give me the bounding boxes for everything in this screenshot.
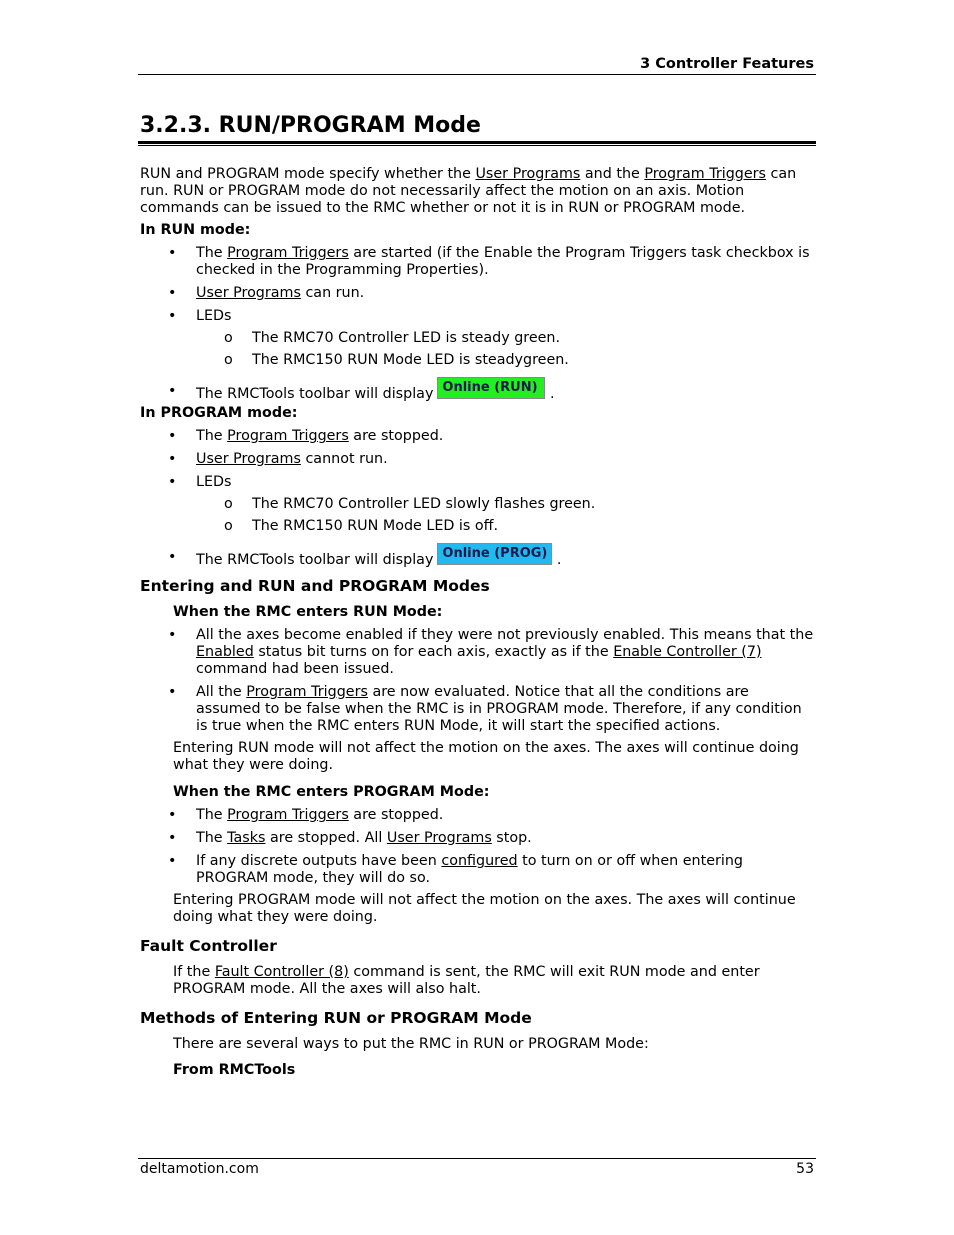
bullet-icon: • [168,428,177,444]
user-programs-link[interactable]: User Programs [196,451,301,467]
item-text: The [196,807,228,823]
section-title: 3.2.3. RUN/PROGRAM Mode [140,113,481,138]
item-text: . [556,552,562,568]
program-triggers-link[interactable]: Program Triggers [227,428,349,444]
intro-paragraph [140,166,816,217]
header-rule [138,74,816,75]
item-text: LEDs [196,474,232,490]
tasks-link[interactable]: Tasks [227,830,266,846]
footer-rule [138,1158,816,1159]
item-text: The RMC70 Controller LED slowly flashes green. [252,496,596,512]
program-triggers-link[interactable]: Program Triggers [227,245,349,261]
item-text: If any discrete outputs have been [196,853,442,869]
fault-paragraph [173,964,816,998]
program-triggers-link[interactable]: Program Triggers [227,807,349,823]
enter-prog-heading: When the RMC enters PROGRAM Mode: [173,784,490,800]
bullet-icon: • [168,383,177,399]
item-text: The [196,245,228,261]
bullet-icon: • [168,807,177,823]
methods-paragraph: There are several ways to put the RMC in RUN or PROGRAM Mode: [173,1036,649,1052]
bullet-icon: • [168,627,177,643]
item-text: are now evaluated. Notice that all the conditions are assumed to be false when the RMC is in PROGRAM mode. Therefore, if any condition is true when the RMC enters RUN Mode, it will start the specified actions. [196,684,802,734]
bullet-icon: • [168,285,177,301]
from-rmctools-heading: From RMCTools [173,1062,296,1078]
bullet-icon: • [168,830,177,846]
item-text: stop. [491,830,532,846]
item-text: to turn on or off when entering PROGRAM mode, they will do so. [196,853,743,886]
chapter-label: 3 Controller Features [640,56,814,72]
user-programs-link[interactable]: User Programs [196,285,301,301]
item-text: The RMCTools toolbar will display [196,552,434,568]
intro-text: can run. RUN or PROGRAM mode do not necessarily affect the motion on an axis. Motion commands can be issued to the RMC whether or not it is in RUN or PROGRAM mode. [140,166,797,216]
item-text: The RMC70 Controller LED is steady green. [252,330,561,346]
user-programs-link[interactable]: User Programs [386,830,492,846]
item-text: status bit turns on for each axis, exactly as if the [253,644,614,660]
run-mode-heading: In RUN mode: [140,222,251,238]
fault-text: If the [173,964,215,980]
circle-bullet-icon: o [224,518,233,534]
fault-heading: Fault Controller [140,937,277,955]
item-text: can run. [300,285,365,301]
item-text: command had been issued. [196,661,394,677]
title-rule-thin [138,145,816,146]
methods-heading: Methods of Entering RUN or PROGRAM Mode [140,1009,532,1027]
enabled-link[interactable]: Enabled [196,644,254,660]
enter-run-heading: When the RMC enters RUN Mode: [173,604,443,620]
item-text: are stopped. All [265,830,387,846]
item-text: LEDs [196,308,232,324]
program-triggers-link[interactable]: Program Triggers [644,166,766,182]
item-text: The RMC150 RUN Mode LED is steadygreen. [252,352,569,368]
bullet-icon: • [168,308,177,324]
fault-text: command is sent, the RMC will exit RUN mode and enter PROGRAM mode. All the axes will also halt. [173,964,760,997]
intro-text: and the [580,166,645,182]
bullet-icon: • [168,474,177,490]
title-rule [138,141,816,144]
page-number: 53 [796,1161,814,1177]
program-triggers-link[interactable]: Program Triggers [246,684,368,700]
item-text: cannot run. [300,451,388,467]
bullet-icon: • [168,853,177,869]
item-text: . [549,386,555,402]
prog-note: Entering PROGRAM mode will not affect the motion on the axes. The axes will continue doing what they were doing. [173,892,796,925]
bullet-icon: • [168,549,177,565]
run-note: Entering RUN mode will not affect the motion on the axes. The axes will continue doing what they were doing. [173,740,799,773]
circle-bullet-icon: o [224,330,233,346]
item-text: All the [196,684,247,700]
enable-controller-link[interactable]: Enable Controller (7) [613,644,762,660]
item-text: are stopped. [348,807,444,823]
entering-heading: Entering and RUN and PROGRAM Modes [140,577,490,595]
footer-site: deltamotion.com [140,1161,259,1177]
online-run-badge: Online (RUN) [437,377,545,399]
online-prog-badge: Online (PROG) [437,543,552,565]
user-programs-link[interactable]: User Programs [475,166,581,182]
fault-controller-link[interactable]: Fault Controller (8) [214,964,349,980]
intro-text: RUN and PROGRAM mode specify whether the [140,166,476,182]
item-text: The RMC150 RUN Mode LED is off. [252,518,499,534]
item-text: The [196,830,228,846]
bullet-icon: • [168,451,177,467]
item-text: are started (if the Enable the Program Triggers task checkbox is checked in the Programming Properties). [196,245,810,278]
circle-bullet-icon: o [224,496,233,512]
item-text: All the axes become enabled if they were not previously enabled. This means that the [196,627,814,643]
item-text: are stopped. [348,428,444,444]
bullet-icon: • [168,684,177,700]
circle-bullet-icon: o [224,352,233,368]
item-text: The [196,428,228,444]
prog-mode-heading: In PROGRAM mode: [140,405,298,421]
configured-link[interactable]: configured [441,853,518,869]
item-text: The RMCTools toolbar will display [196,386,434,402]
bullet-icon: • [168,245,177,261]
